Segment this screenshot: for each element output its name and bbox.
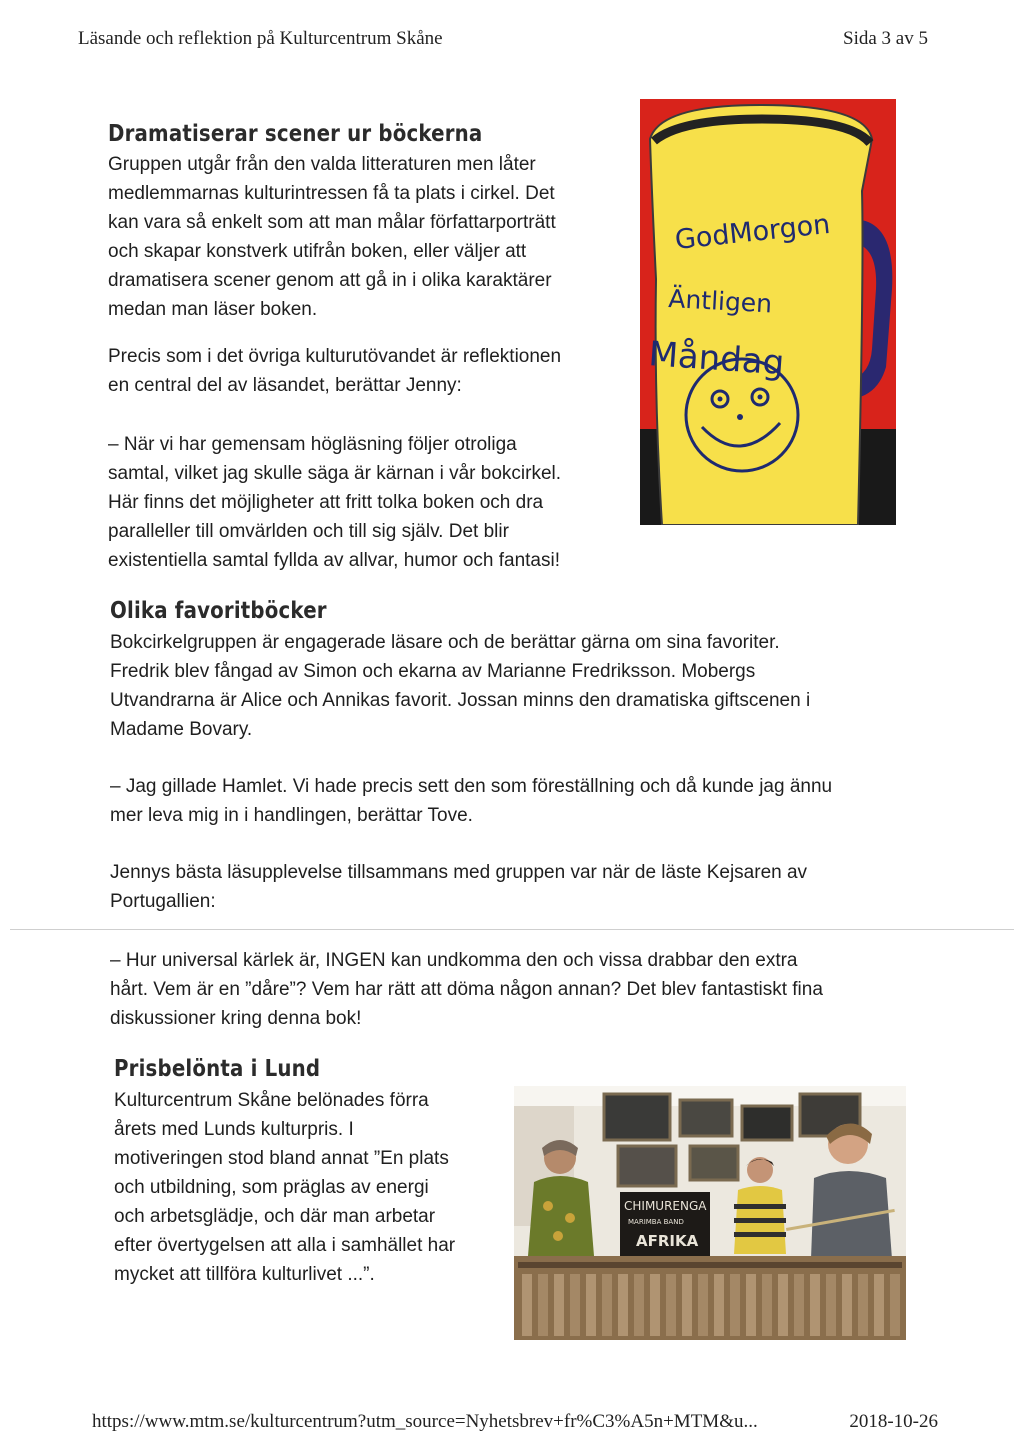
quote-tove: – Jag gillade Hamlet. Vi hade precis sett den som föreställning och då kunde jag ännu mer leva mig in i handlingen, berättar Tove. [110, 776, 833, 826]
mug-text-godmorgon: GodMorgon [673, 208, 832, 256]
mug-drawing-image [640, 99, 896, 525]
marimba-instrument [514, 1256, 906, 1340]
mug-text-antligen: Äntligen [667, 284, 773, 319]
paragraph-kejsaren: Jennys bästa läsupplevelse tillsammans med gruppen var när de läste Kejsaren av Portugallien: [110, 862, 808, 912]
paragraph-intro: Gruppen utgår från den valda litteraturen men låter medlemmarnas kulturintressen få ta plats i cirkel. Det kan vara så enkelt som att man målar författarporträtt och skapar konstverk utifrån boken, eller väljer att dramatisera scener genom att gå in i olika karaktärer medan man läser boken. [108, 154, 556, 320]
paragraph-kulturpris: Kulturcentrum Skåne belönades förra årets med Lunds kulturpris. I motiveringen stod bland annat ”En plats och utbildning, som präglas av energi och arbetsglädje, och där man arbetar efter övertygelsen att alla i samhället har mycket att tillföra kulturlivet ...”. [114, 1090, 456, 1285]
chimurenga-sign [620, 1192, 710, 1256]
svg-text:AFRIKA: AFRIKA [636, 1232, 699, 1250]
running-header-title: Läsande och reflektion på Kulturcentrum Skåne [78, 28, 443, 49]
paragraph-reflektion: Precis som i det övriga kulturutövandet är reflektionen en central del av läsandet, berättar Jenny: [108, 346, 562, 396]
svg-text:MARIMBA BAND: MARIMBA BAND [628, 1218, 684, 1226]
mug-drawing-svg [640, 99, 896, 525]
quote-jenny-kejsaren: – Hur universal kärlek är, INGEN kan undkomma den och vissa drabbar den extra hårt. Vem är en ”dåre”? Vem har rätt att döma någon annan? Det blev fantastiskt fina diskussioner kring denna bok! [110, 950, 823, 1029]
page-number: Sida 3 av 5 [843, 28, 928, 49]
marimba-band-photo [514, 1086, 906, 1340]
mug-text-mandag: Måndag [647, 334, 786, 384]
svg-text:CHIMURENGA: CHIMURENGA [624, 1199, 707, 1213]
footer-url: https://www.mtm.se/kulturcentrum?utm_source=Nyhetsbrev+fr%C3%A5n+MTM&u... [92, 1411, 758, 1432]
quote-jenny: – När vi har gemensam högläsning följer otroliga samtal, vilket jag skulle säga är kärnan i vår bokcirkel. Här finns det möjligheter att fritt tolka boken och dra paralleller till omvärlden och till sig själv. Det blir existentiella samtal fyllda av allvar, humor och fantasi! [108, 434, 562, 571]
paragraph-favoriter: Bokcirkelgruppen är engagerade läsare och de berättar gärna om sina favoriter. Fredrik blev fångad av Simon och ekarna av Marianne Fredriksson. Mobergs Utvandrarna är Alice och Annikas favorit. Jossan minns den dramatiska giftscenen i Madame Bovary. [110, 632, 811, 740]
marimba-photo-svg [514, 1086, 906, 1340]
page-divider [10, 929, 1014, 930]
heading-favoritbocker: Olika favoritböcker [110, 598, 327, 624]
footer-date: 2018-10-26 [849, 1411, 938, 1432]
heading-prisbelonta: Prisbelönta i Lund [114, 1056, 321, 1082]
heading-dramatiserar: Dramatiserar scener ur böckerna [108, 121, 483, 147]
